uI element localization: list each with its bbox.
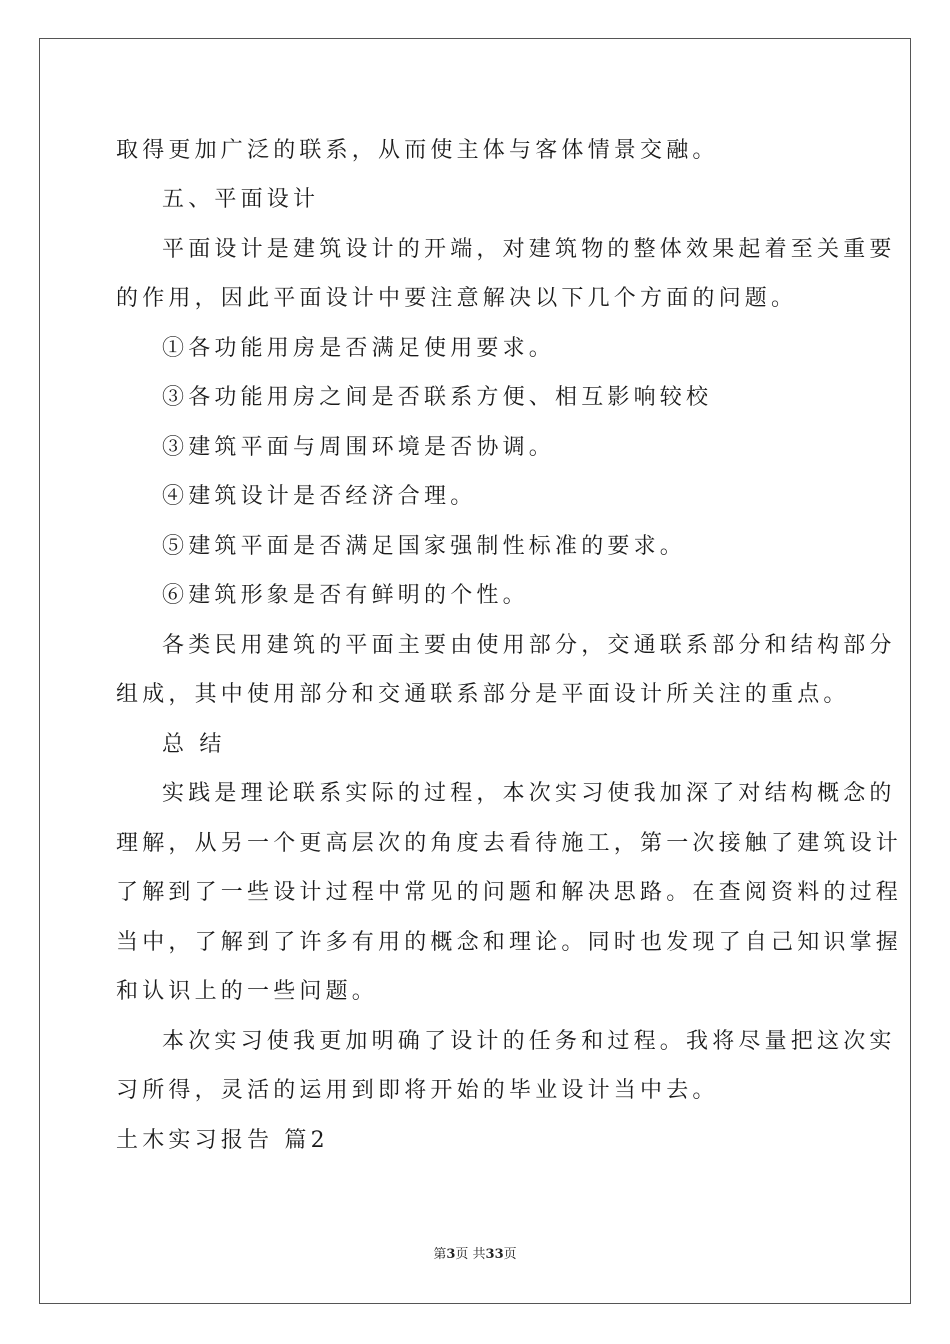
paragraph-line: 本次实习使我更加明确了设计的任务和过程。我将尽量把这次实 — [162, 1029, 896, 1054]
page-border — [39, 38, 911, 1304]
paragraph-line: 实践是理论联系实际的过程，本次实习使我加深了对结构概念的 — [162, 781, 896, 806]
paragraph-line: 了解到了一些设计过程中常见的问题和解决思路。在查阅资料的过程 — [116, 880, 903, 905]
paragraph-line: 取得更加广泛的联系，从而使主体与客体情景交融。 — [116, 138, 719, 163]
paragraph-line: 平面设计是建筑设计的开端，对建筑物的整体效果起着至关重要 — [162, 237, 896, 262]
section-heading: 总 结 — [162, 732, 226, 757]
paragraph-line: 组成，其中使用部分和交通联系部分是平面设计所关注的重点。 — [116, 682, 850, 707]
document-title: 土木实习报告 篇2 — [116, 1128, 329, 1153]
paragraph-line: 习所得，灵活的运用到即将开始的毕业设计当中去。 — [116, 1078, 719, 1103]
paragraph-line: 理解，从另一个更高层次的角度去看待施工，第一次接触了建筑设计 — [116, 831, 903, 856]
list-item: ④建筑设计是否经济合理。 — [162, 484, 477, 509]
footer-suffix: 页 — [503, 1247, 517, 1262]
list-item: ⑥建筑形象是否有鲜明的个性。 — [162, 583, 529, 608]
paragraph-line: 当中，了解到了许多有用的概念和理论。同时也发现了自己知识掌握 — [116, 930, 903, 955]
page-footer — [0, 1246, 950, 1264]
paragraph-line: 各类民用建筑的平面主要由使用部分，交通联系部分和结构部分 — [162, 633, 896, 658]
list-item: ③各功能用房之间是否联系方便、相互影响较校 — [162, 385, 713, 410]
paragraph-line: 的作用，因此平面设计中要注意解决以下几个方面的问题。 — [116, 286, 798, 311]
list-item: ③建筑平面与周围环境是否协调。 — [162, 435, 556, 460]
footer-current-page: 3 — [446, 1247, 456, 1262]
list-item: ①各功能用房是否满足使用要求。 — [162, 336, 556, 361]
paragraph-line: 和认识上的一些问题。 — [116, 979, 379, 1004]
section-heading: 五、平面设计 — [162, 187, 320, 212]
list-item: ⑤建筑平面是否满足国家强制性标准的要求。 — [162, 534, 687, 559]
footer-mid: 页 共 — [455, 1247, 486, 1262]
footer-prefix: 第 — [433, 1247, 447, 1262]
footer-total-pages: 33 — [485, 1247, 504, 1262]
